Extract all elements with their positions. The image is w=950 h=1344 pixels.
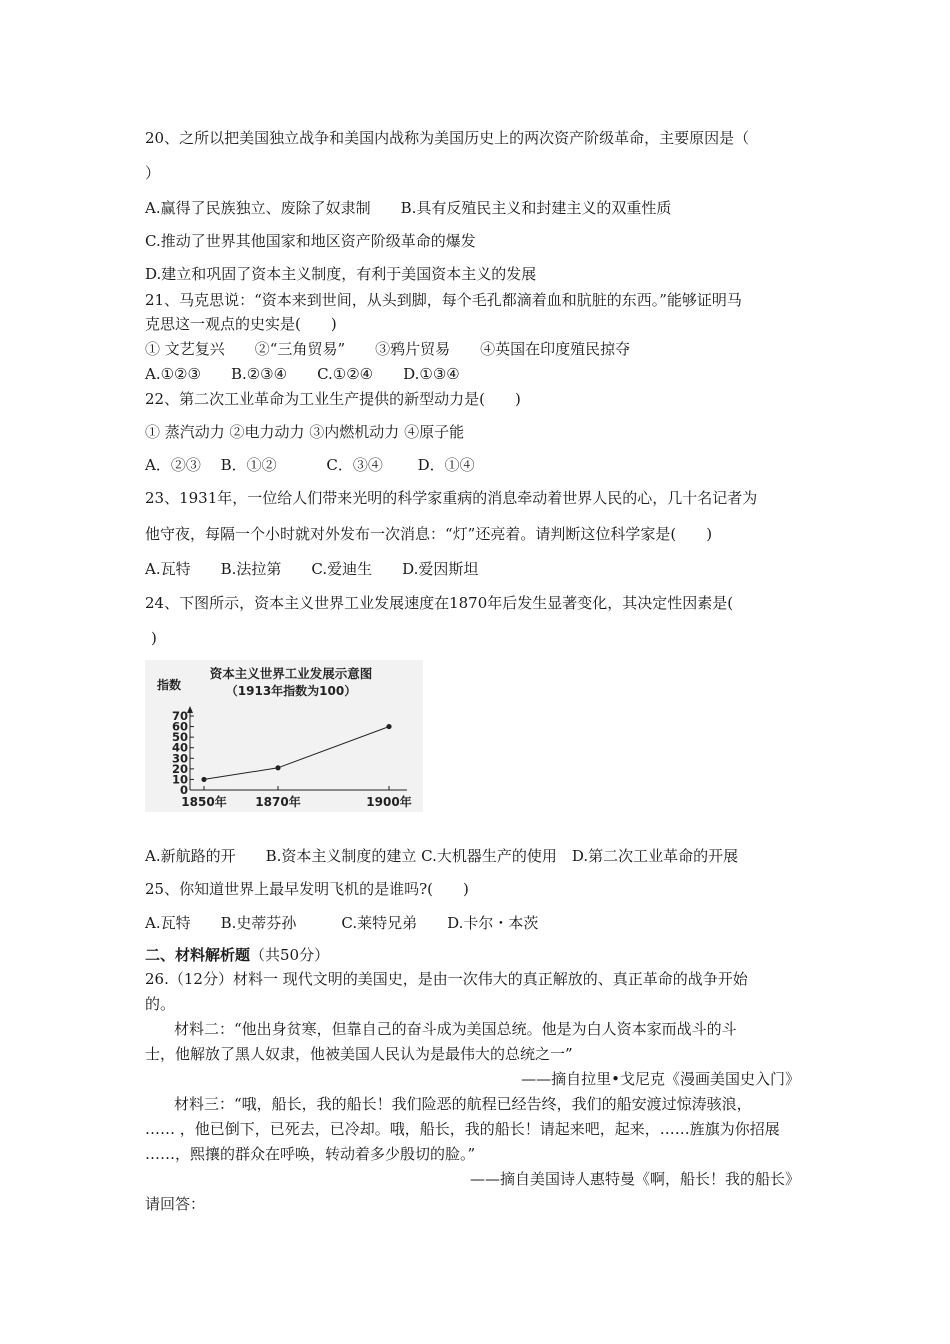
industry-chart (145, 660, 423, 812)
chart-y-axis-label: 指数 (157, 678, 182, 692)
q24-options: A.新航路的开 B.资本主义制度的建立 C.大机器生产的使用 D.第二次工业革命的开展 (145, 847, 739, 865)
chart-data-point (386, 724, 391, 729)
chart-y-tick-label: 60 (171, 719, 188, 734)
q20-options-ab (145, 197, 671, 219)
chart-y-tick-label: 0 (179, 783, 188, 797)
q25-stem: 25、你知道世界上最早发明飞机的是谁吗?( ) (145, 880, 469, 898)
q26-line1: 26.（12分）材料一 现代文明的美国史，是由一次伟大的真正解放的、真正革命的战争开始 (145, 970, 748, 988)
q23-stem-line2: 他守夜，每隔一个小时就对外发布一次消息：“灯”还亮着。请判断这位科学家是( ) (145, 525, 713, 543)
section2-heading (145, 944, 329, 966)
chart-y-tick-label: 20 (171, 761, 188, 776)
chart-x-tick-label: 1900年 (366, 795, 412, 809)
section2-points: （共50分） (250, 946, 330, 964)
q21-stem-line1: 21、马克思说：“资本来到世间，从头到脚，每个毛孔都滴着血和肮脏的东西。”能够证明马 (145, 291, 742, 309)
q20-stem: 20、之所以把美国独立战争和美国内战称为美国历史上的两次资产阶级革命，主要原因是（ (145, 129, 750, 147)
chart-x-tick-label: 1850年 (181, 795, 227, 809)
q26-material3-line1: 材料三：“哦，船长，我的船长！我们险恶的航程已经告终，我们的船安渡过惊涛骇浪， (174, 1095, 752, 1113)
q23-stem-line1: 23、1931年，一位给人们带来光明的科学家重病的消息牵动着世界人民的心，几十名记者为 (145, 489, 758, 507)
chart-y-tick-label: 70 (171, 709, 188, 723)
chart-y-tick-label: 40 (171, 740, 188, 755)
q22-stem: 22、第二次工业革命为工业生产提供的新型动力是( ) (145, 390, 521, 408)
q26-material2-line1: 材料二：“他出身贫寒，但靠自己的奋斗成为美国总统。他是为白人资本家而战斗的斗 (174, 1020, 737, 1038)
industry-chart-svg (145, 660, 423, 812)
chart-y-tick-label: 10 (171, 772, 188, 787)
q20-paren-close: ） (145, 164, 161, 182)
section2-title: 二、材料解析题 (145, 946, 251, 964)
chart-series-line (204, 727, 389, 780)
chart-data-point (275, 765, 280, 770)
q23-options: A.瓦特 B.法拉第 C.爱迪生 D.爱因斯坦 (145, 560, 479, 578)
q26-material3-line2: …… ，他已倒下，已死去，已冷却。哦，船长，我的船长！请起来吧，起来，……旌旗为你招展 (145, 1120, 780, 1138)
q22-options: A．②③ B．①② C．③④ D．①④ (145, 456, 475, 474)
q20-option-b: B.具有反殖民主义和封建主义的双重性质 (400, 199, 672, 217)
q25-options: A.瓦特 B.史蒂芬孙 C.莱特兄弟 D.卡尔・本茨 (145, 914, 539, 932)
q26-line2: 的。 (145, 995, 176, 1013)
q26-material3-source: ——摘自美国诗人惠特曼《啊，船长！我的船长》 (469, 1170, 800, 1188)
q21-options: A.①②③ B.②③④ C.①②④ D.①③④ (145, 365, 460, 383)
q20-option-c: C.推动了世界其他国家和地区资产阶级革命的爆发 (145, 232, 476, 250)
q21-items: ① 文艺复兴 ②“三角贸易” ③鸦片贸易 ④英国在印度殖民掠夺 (145, 340, 631, 358)
q26-material2-line2: 士，他解放了黑人奴隶，他被美国人民认为是最伟大的总统之一” (145, 1045, 573, 1063)
chart-subtitle: （1913年指数为100） (225, 684, 357, 698)
chart-title: 资本主义世界工业发展示意图 (209, 666, 373, 681)
chart-y-tick-label: 30 (171, 751, 188, 766)
q26-material2-source: ——摘自拉里•戈尼克《漫画美国史入门》 (521, 1070, 800, 1088)
chart-data-point (201, 777, 206, 782)
q26-material3-line3: ……，熙攘的群众在呼唤，转动着多少殷切的脸。” (145, 1145, 476, 1163)
q24-stem: 24、下图所示，资本主义世界工业发展速度在1870年后发生显著变化，其决定性因素是( (145, 594, 734, 612)
q21-stem-line2: 克思这一观点的史实是( ) (145, 315, 337, 333)
chart-x-tick-label: 1870年 (255, 795, 301, 809)
q22-items: ① 蒸汽动力 ②电力动力 ③内燃机动力 ④原子能 (145, 423, 465, 441)
chart-y-tick-label: 50 (171, 730, 188, 745)
q26-prompt: 请回答： (145, 1195, 206, 1213)
q20-option-a: A.赢得了民族独立、废除了奴隶制 (145, 199, 371, 217)
q24-paren-close: ) (151, 629, 157, 647)
q20-option-d: D.建立和巩固了资本主义制度，有利于美国资本主义的发展 (145, 265, 537, 283)
